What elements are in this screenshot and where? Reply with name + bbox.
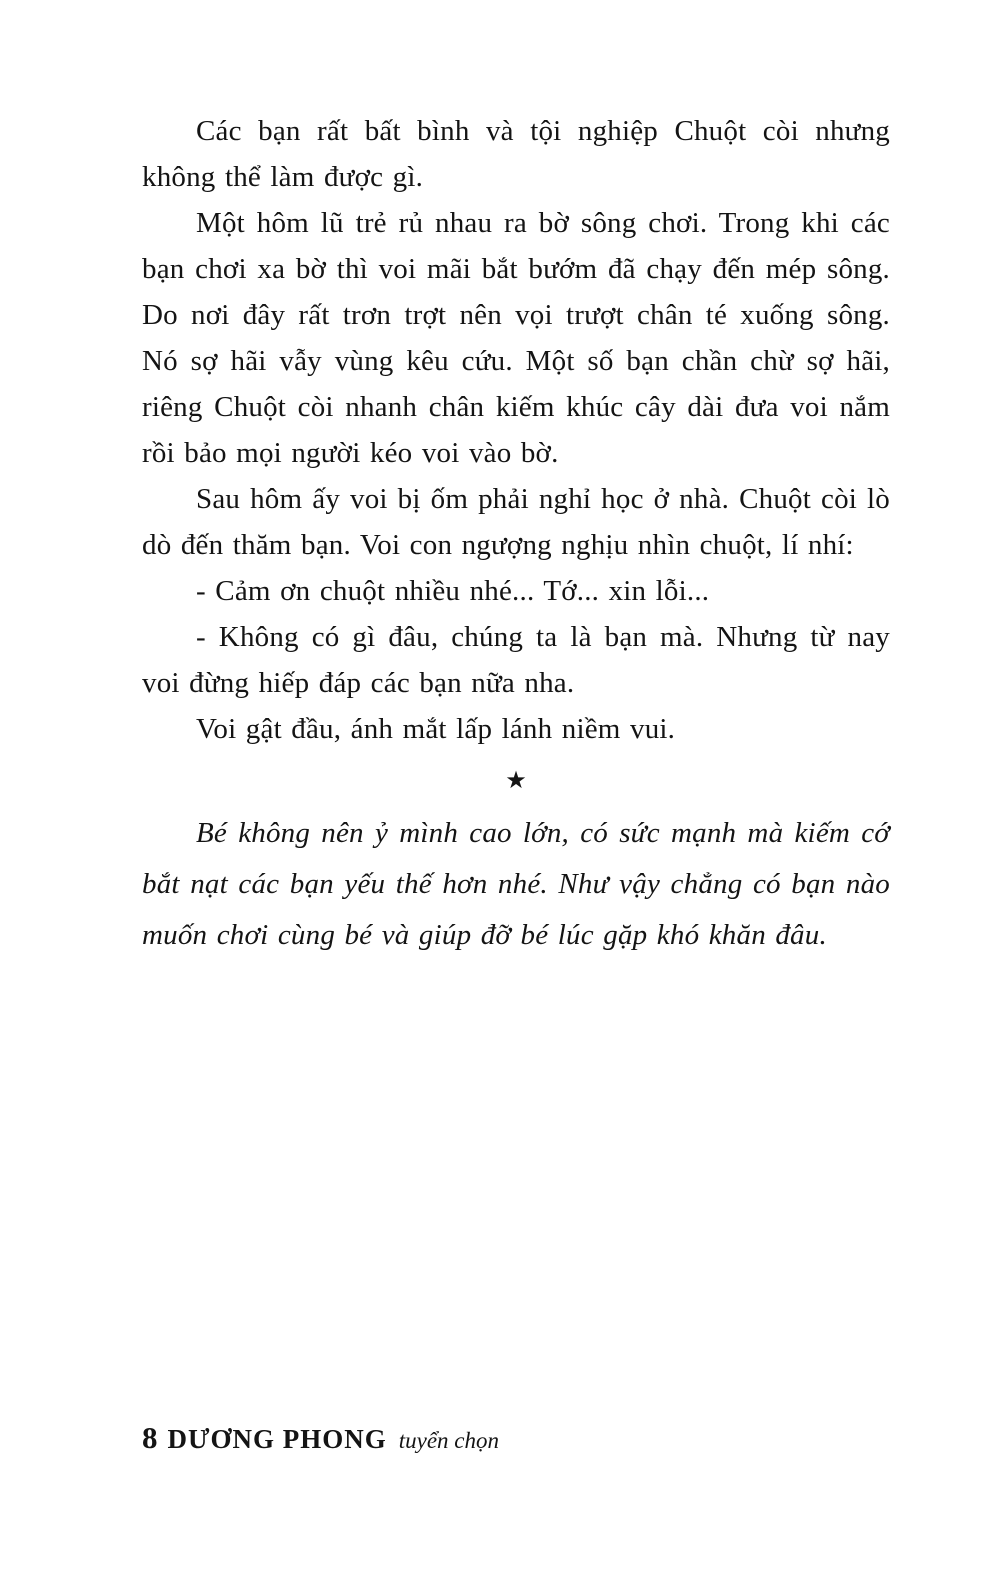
publisher-name: DƯƠNG PHONG: [167, 1424, 387, 1454]
story-paragraph: Sau hôm ấy voi bị ốm phải nghỉ học ở nhà. Chuột còi lò dò đến thăm bạn. Voi con ngượng nghịu nhìn chuột, lí nhí:: [142, 483, 890, 561]
page-number: 8: [142, 1420, 158, 1455]
moral-paragraph: Bé không nên ỷ mình cao lớn, có sức mạnh mà kiếm cớ bắt nạt các bạn yếu thế hơn nhé. Như vậy chẳng có bạn nào muốn chơi cùng bé và giúp đỡ bé lúc gặp khó khăn đâu.: [142, 817, 890, 951]
story-paragraph: Các bạn rất bất bình và tội nghiệp Chuột còi nhưng không thể làm được gì.: [142, 115, 890, 193]
section-separator-star: ★: [505, 768, 527, 794]
dialogue-line: - Không có gì đâu, chúng ta là bạn mà. Nhưng từ nay voi đừng hiếp đáp các bạn nữa nha.: [142, 621, 890, 699]
page-footer: [142, 1420, 499, 1456]
story-paragraph: Một hôm lũ trẻ rủ nhau ra bờ sông chơi. Trong khi các bạn chơi xa bờ thì voi mãi bắt bướm đã chạy đến mép sông. Do nơi đây rất trơn trợt nên vọi trượt chân té xuống sông. Nó sợ hãi vẫy vùng kêu cứu. Một số bạn chần chừ sợ hãi, riêng Chuột còi nhanh chân kiếm khúc cây dài đưa voi nắm rồi bảo mọi người kéo voi vào bờ.: [142, 207, 890, 469]
selection-label: tuyển chọn: [398, 1428, 500, 1453]
dialogue-line: - Cảm ơn chuột nhiều nhé... Tớ... xin lỗi...: [196, 575, 710, 607]
story-text-block: [142, 108, 890, 961]
story-paragraph: Voi gật đầu, ánh mắt lấp lánh niềm vui.: [196, 713, 676, 745]
